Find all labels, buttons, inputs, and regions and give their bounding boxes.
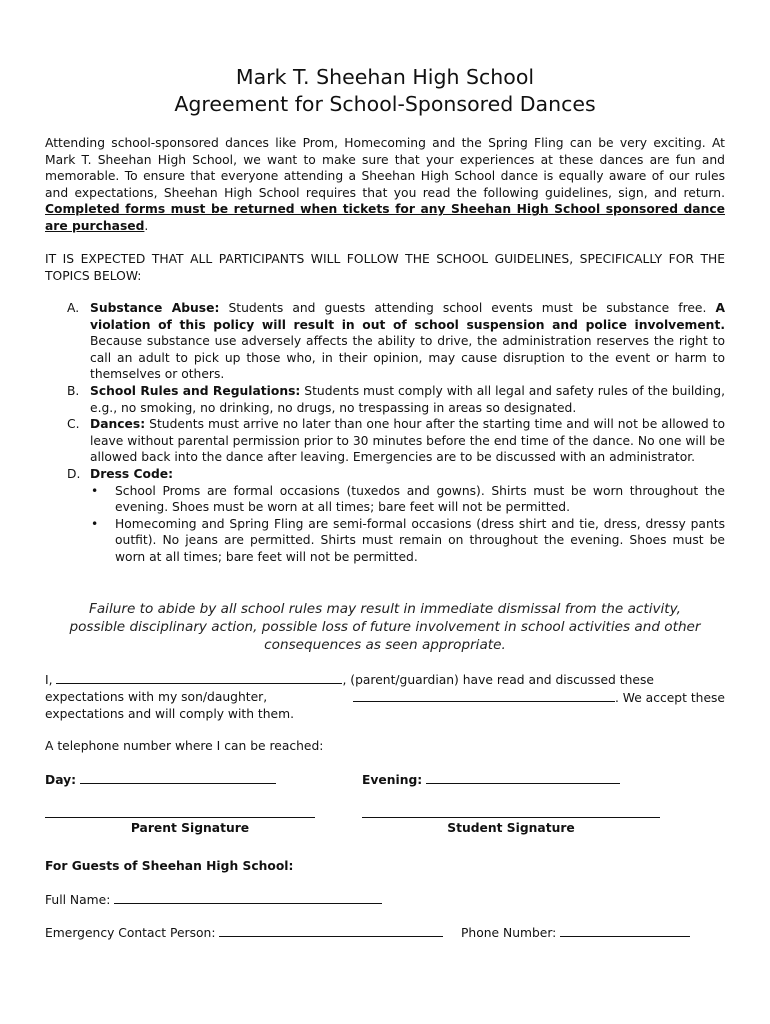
agreement-child-text: expectations with my son/daughter, — [45, 689, 268, 704]
emergency-contact-row — [45, 924, 443, 941]
guideline-text: Because substance use adversely affects the ability to drive, the administration reserves the right to call an adult to pick up those who, in their opinion, may cause disruption to the event or harm to themselves or others. — [90, 334, 725, 382]
emergency-contact-label: Emergency Contact Person: — [45, 926, 216, 940]
guideline-dress-code — [67, 466, 725, 483]
parent-signature-label: Parent Signature — [130, 821, 250, 835]
evening-field-row — [362, 771, 620, 788]
dress-code-bullets — [67, 483, 725, 566]
intro-paragraph — [45, 135, 725, 235]
guideline-school-rules — [67, 383, 725, 416]
expected-statement: IT IS EXPECTED THAT ALL PARTICIPANTS WILL FOLLOW THE SCHOOL GUIDELINES, SPECIFICALLY FOR THE TOPICS BELOW: — [45, 252, 725, 283]
day-field-row — [45, 771, 276, 788]
phone-number-row — [461, 924, 690, 941]
full-name-label: Full Name: — [45, 893, 111, 907]
phone-prompt: A telephone number where I can be reached: — [45, 739, 324, 753]
school-title: Mark T. Sheehan High School — [235, 65, 535, 89]
evening-phone-input[interactable] — [426, 771, 620, 784]
agreement-i: I, — [45, 673, 53, 687]
list-item — [89, 516, 725, 566]
full-name-input[interactable] — [114, 891, 382, 904]
guideline-letter: B. — [67, 383, 80, 398]
guideline-bold-text: A violation of this policy will result in out of school suspension and police involvement. — [90, 301, 725, 332]
bullet-text: Homecoming and Spring Fling are semi-formal occasions (dress shirt and tie, dress, dressy pants outfit). No jeans are permitted. Shirts must remain on throughout the evening. Shoes must be worn at all times; bare feet will not be permitted. — [115, 516, 725, 564]
guideline-text: Students must comply with all legal and safety rules of the building, e.g., no smoking, no drinking, no drugs, no trespassing in areas so designated. — [90, 383, 726, 415]
guideline-letter: C. — [67, 417, 80, 432]
intro-text: Attending school-sponsored dances like Prom, Homecoming and the Spring Fling can be very exciting. At Mark T. Sheehan High School, we want to make sure that your experiences at these dances are fun and memorable. To ensure that everyone attending a Sheehan High School dance is equally aware of our rules and expectations, Sheehan High School requires that you read the following guidelines, sign, and return. — [45, 136, 725, 200]
bullet-icon: • — [91, 483, 99, 498]
phone-number-input[interactable] — [560, 924, 690, 937]
guideline-letter: D. — [67, 466, 81, 481]
agreement-paragraph — [45, 671, 725, 723]
full-name-row — [45, 891, 382, 908]
evening-label: Evening: — [362, 773, 423, 787]
parent-name-field[interactable] — [56, 671, 342, 684]
guideline-substance-abuse — [67, 300, 725, 383]
student-signature-line[interactable] — [362, 816, 660, 818]
guideline-heading: School Rules and Regulations: — [90, 383, 301, 398]
list-item — [89, 483, 725, 516]
guideline-dances — [67, 416, 725, 466]
agreement-accept-text: . We accept these — [614, 690, 725, 705]
child-name-field[interactable] — [353, 689, 615, 702]
guideline-text: Students and guests attending school events must be substance free. — [219, 301, 716, 315]
agreement-title: Agreement for School-Sponsored Dances — [174, 92, 596, 116]
warning-statement: Failure to abide by all school rules may result in immediate dismissal from the activity, possible disciplinary action, possible loss of future involvement in school activities and other consequences as seen appropriate. — [69, 601, 701, 653]
emergency-contact-input[interactable] — [219, 924, 443, 937]
bullet-icon: • — [91, 516, 99, 531]
phone-number-label: Phone Number: — [461, 926, 557, 940]
guideline-heading: Dress Code: — [90, 466, 174, 481]
agreement-parent-text: , (parent/guardian) have read and discussed these — [342, 673, 654, 687]
intro-end: . — [144, 218, 149, 233]
day-phone-input[interactable] — [80, 771, 276, 784]
student-signature-label: Student Signature — [447, 821, 575, 835]
intro-emphasis: Completed forms must be returned when tickets for any Sheehan High School sponsored dance are purchased — [45, 202, 725, 233]
guidelines-list — [67, 300, 725, 566]
guideline-heading: Dances: — [90, 417, 146, 432]
guideline-letter: A. — [67, 301, 80, 315]
guideline-heading: Substance Abuse: — [90, 301, 220, 315]
guideline-text: Students must arrive no later than one hour after the starting time and will not be allowed to leave without parental permission prior to 30 minutes before the end time of the dance. No one will be allowed back into the dance after leaving. Emergencies are to be discussed with an administrator. — [90, 417, 725, 465]
bullet-text: School Proms are formal occasions (tuxedos and gowns). Shirts must be worn throughout the evening. Shoes must be worn at all times; bare feet will not be permitted. — [115, 483, 725, 515]
day-label: Day: — [45, 773, 77, 787]
guests-heading: For Guests of Sheehan High School: — [45, 859, 294, 873]
parent-signature-line[interactable] — [45, 816, 315, 818]
agreement-comply-text: expectations and will comply with them. — [45, 707, 294, 722]
